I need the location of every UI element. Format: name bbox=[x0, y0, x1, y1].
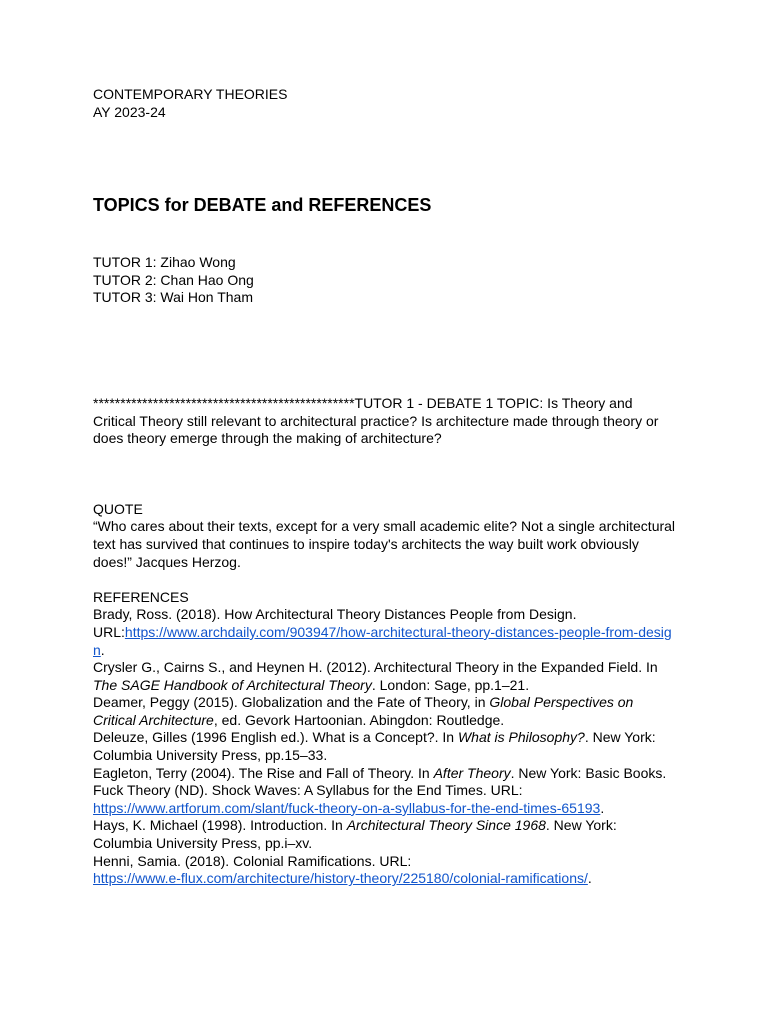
reference-end: . bbox=[600, 799, 605, 816]
quote-text: “Who cares about their texts, except for a very small academic elite? Not a single architectural text has survived that continues to inspire today's architects the way built work obviously does!” Jacques Herzog. bbox=[93, 518, 676, 570]
reference-fuck-theory bbox=[93, 782, 678, 817]
reference-brady bbox=[93, 606, 678, 659]
reference-title: What is Philosophy? bbox=[457, 729, 585, 746]
reference-text: Eagleton, Terry (2004). The Rise and Fall of Theory. In bbox=[93, 764, 434, 781]
tutor-3: TUTOR 3: Wai Hon Tham bbox=[93, 289, 254, 306]
reference-crysler bbox=[93, 659, 678, 694]
reference-text: Hays, K. Michael (1998). Introduction. In bbox=[93, 817, 347, 834]
reference-title: After Theory bbox=[433, 764, 511, 781]
page-title: TOPICS for DEBATE and REFERENCES bbox=[93, 195, 432, 216]
reference-title: Global Perspectives on Critical Architecture bbox=[93, 694, 634, 728]
reference-deamer bbox=[93, 694, 678, 729]
reference-text: Crysler G., Cairns S., and Heynen H. (2012). Architectural Theory in the Expanded Field. In bbox=[93, 659, 658, 676]
reference-hays bbox=[93, 817, 678, 852]
reference-text: . London: Sage, pp.1–21. bbox=[371, 676, 530, 693]
reference-henni bbox=[93, 853, 678, 888]
artforum-link[interactable]: https://www.artforum.com/slant/fuck-theory-on-a-syllabus-for-the-end-times-65193 bbox=[93, 799, 601, 816]
reference-text: Deamer, Peggy (2015). Globalization and the Fate of Theory, in bbox=[93, 694, 490, 711]
separator-stars: ************************************************ bbox=[93, 394, 355, 411]
reference-text: Henni, Samia. (2018). Colonial Ramifications. URL: bbox=[93, 852, 412, 869]
url-label: URL: bbox=[93, 623, 125, 640]
reference-deleuze bbox=[93, 729, 678, 764]
reference-title: Architectural Theory Since 1968 bbox=[346, 817, 546, 834]
tutor-1: TUTOR 1: Zihao Wong bbox=[93, 254, 236, 271]
reference-eagleton bbox=[93, 765, 678, 783]
archdaily-link[interactable]: https://www.archdaily.com/903947/how-architectural-theory-distances-people-from-design bbox=[93, 623, 672, 658]
course-name: CONTEMPORARY THEORIES bbox=[93, 86, 288, 102]
debate-topic-text: TUTOR 1 - DEBATE 1 TOPIC: Is Theory and Critical Theory still relevant to architectural practice? Is architecture made through theory or does theory emerge through the making of architecture? bbox=[93, 394, 659, 447]
reference-text: . New York: Columbia University Press, pp.15–33. bbox=[93, 729, 656, 764]
document-body bbox=[93, 86, 678, 888]
reference-text: Deleuze, Gilles (1996 English ed.). What is a Concept?. In bbox=[93, 729, 458, 746]
tutor-2: TUTOR 2: Chan Hao Ong bbox=[93, 271, 254, 288]
reference-end: . bbox=[100, 641, 105, 658]
debate-topic bbox=[93, 395, 678, 448]
reference-end: . bbox=[587, 870, 592, 887]
reference-text: . New York: Columbia University Press, pp.i–xv. bbox=[93, 817, 617, 852]
reference-text: Brady, Ross. (2018). How Architectural Theory Distances People from Design. bbox=[93, 606, 577, 623]
references-heading: REFERENCES bbox=[93, 588, 189, 605]
quote-heading: QUOTE bbox=[93, 500, 143, 517]
reference-text: . New York: Basic Books. bbox=[510, 764, 667, 781]
reference-title: The SAGE Handbook of Architectural Theory bbox=[93, 676, 372, 693]
reference-text: Fuck Theory (ND). Shock Waves: A Syllabus for the End Times. URL: bbox=[93, 782, 523, 799]
e-flux-link[interactable]: https://www.e-flux.com/architecture/history-theory/225180/colonial-ramifications/ bbox=[93, 870, 588, 887]
academic-year: AY 2023-24 bbox=[93, 103, 166, 120]
reference-text: , ed. Gevork Hartoonian. Abingdon: Routledge. bbox=[213, 711, 505, 728]
